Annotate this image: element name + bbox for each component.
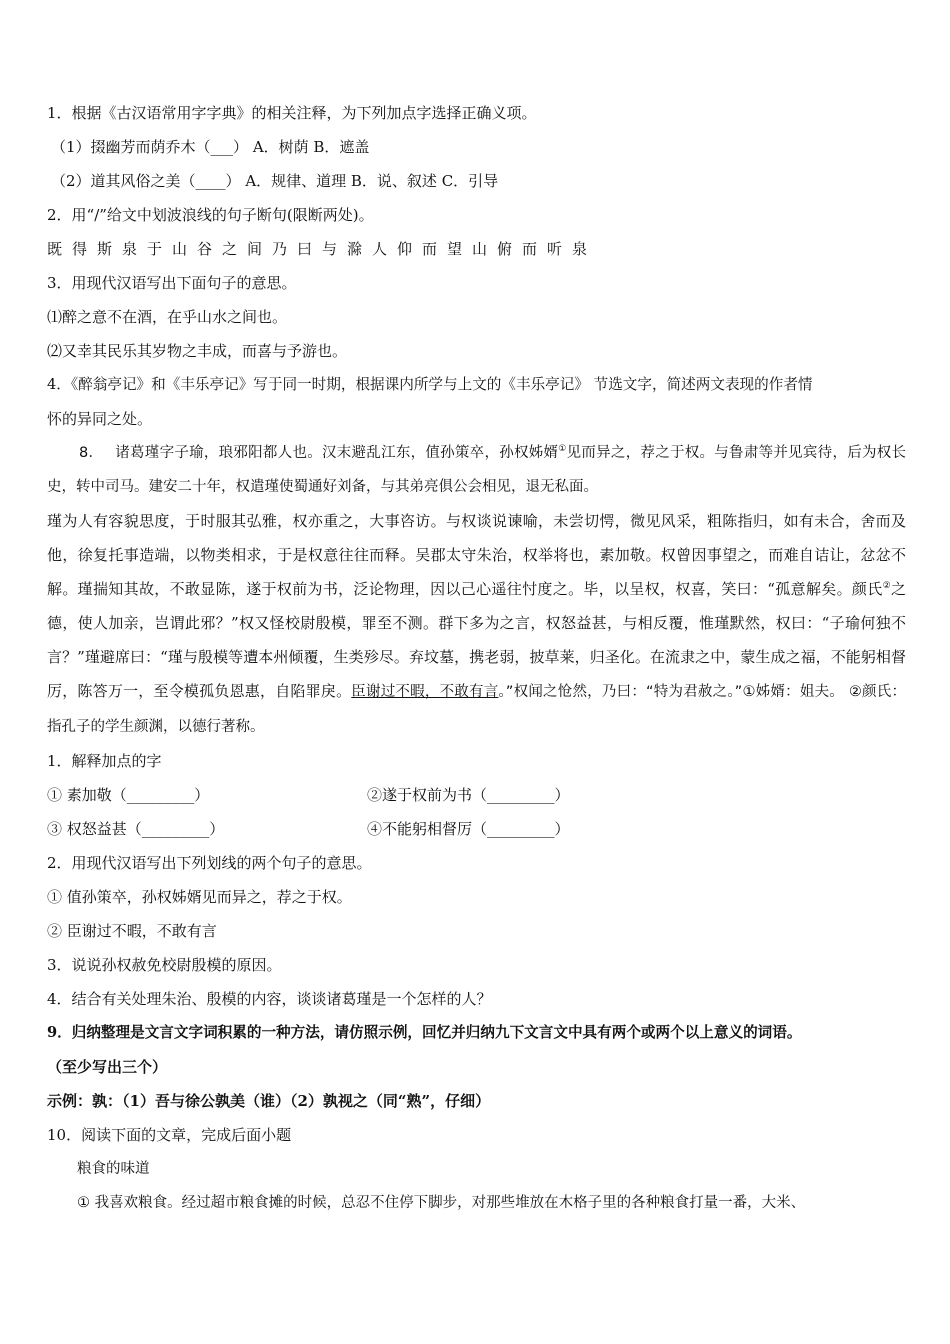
passage-8-text-c: 待，后为权长史，转中司马。建安二十年，权遣瑾使蜀通好刘备，与其弟亮俱公会相见，退无私面。 bbox=[47, 445, 907, 495]
q8-4-prompt: 4．结合有关处理朱治、殷模的内容，谈谈诸葛瑾是一个怎样的人？ bbox=[47, 990, 492, 1008]
q8-2-sentence-2: ② 臣谢过不暇，不敢有言 bbox=[47, 922, 217, 940]
q9-prompt-line2: （至少写出三个） bbox=[47, 1058, 168, 1076]
passage-8-para2-a: 瑾为人有容貌思度，于时服其弘雅，权亦重之，大事咨访。与权谈说谏喻，未尝切愕，微见风采，粗陈指归，如有未合，舍而及他，徐复托事造端，以物类相求，于是权意往往而释。吴郡太守朱治，权举将也，素加敬。权曾因事望之，而难自诘让，忿忿不解。瑾揣知其故，不敢显陈，遂于权前为书，泛论物理，因以己心遥往忖度之。毕，以呈权，权喜，笑曰：“孤意解矣。颜氏 bbox=[47, 512, 906, 598]
q8-1-row2 bbox=[47, 812, 906, 846]
passage-8-para1 bbox=[47, 436, 906, 504]
q9-prompt-line1: 9．归纳整理是文言文字词积累的一种方法，请仿照示例，回忆并归纳九下文言文中具有两个或两个以上意义的词语。 bbox=[47, 1024, 802, 1041]
q8-2-sentence-1: ① 值孙策卒，孙权姊婿见而异之，荐之于权。 bbox=[47, 888, 352, 906]
q4-prompt-line2: 怀的异同之处。 bbox=[47, 410, 153, 428]
q10-prompt: 10．阅读下面的文章，完成后面小题 bbox=[47, 1126, 292, 1144]
question-number-8: 8． bbox=[79, 445, 104, 461]
q8-1-row1 bbox=[47, 778, 906, 812]
footnote-mark-1: ① bbox=[558, 444, 567, 455]
q3-sentence-2: ⑵又幸其民乐其岁物之丰成，而喜与予游也。 bbox=[47, 342, 348, 360]
q2-sentence: 既得斯泉于山谷之间乃曰与滁人仰而望山俯而听泉 bbox=[47, 240, 598, 258]
q8-1-item-2: ②遂于权前为书（_________） bbox=[367, 786, 570, 804]
q8-2-prompt: 2．用现代汉语写出下列划线的两个句子的意思。 bbox=[47, 854, 372, 872]
q8-1-prompt: 1．解释加点的字 bbox=[47, 752, 162, 770]
passage-8-para2-b: 之德，使人加亲，岂谓此邪？”权又怪校尉殷模，罪至不测。群下多为之言，权怒益甚，与相反覆，惟瑾默然，权曰：“子瑜何独不言？”瑾避席曰：“瑾与殷模等遭本州倾覆，生类殄尽。弃坟墓，携老弱，披草莱，归圣化。在流隶之中，蒙生成之福，不能躬相督厉，陈答万一，至令模孤负恩惠，自陷罪戾。 bbox=[47, 580, 906, 700]
q4-prompt-line1: 4．《醉翁亭记》和《丰乐亭记》写于同一时期，根据课内所学与上文的《丰乐亭记》 节选文字，简述两文表现的作者情 bbox=[47, 376, 813, 393]
q8-3-prompt: 3．说说孙权赦免校尉殷模的原因。 bbox=[47, 956, 282, 974]
article-para1: ① 我喜欢粮食。经过超市粮食摊的时候，总忍不住停下脚步，对那些堆放在木格子里的各种粮食打量一番，大米、 bbox=[77, 1195, 806, 1211]
article-title: 粮食的味道 bbox=[77, 1161, 150, 1177]
q8-1-item-3: ③ 权怒益甚（_________） bbox=[47, 820, 225, 838]
passage-8-para2-c: 。”权闻之怆然，乃曰：“特为君赦之。”①姊婿：姐夫。 ②颜氏：指孔子的学生颜渊，以德行著称。 bbox=[47, 684, 906, 735]
q9-example: 示例：孰：（1）吾与徐公孰美（谁）（2）孰视之（同“熟”，仔细） bbox=[47, 1092, 491, 1110]
q1-prompt: 1．根据《古汉语常用字字典》的相关注释，为下列加点字选择正确义项。 bbox=[47, 104, 537, 122]
q3-sentence-1: ⑴醉之意不在酒，在乎山水之间也。 bbox=[47, 308, 288, 326]
q2-prompt: 2．用“/”给文中划波浪线的句子断句(限断两处)。 bbox=[47, 206, 374, 224]
q3-prompt: 3．用现代汉语写出下面句子的意思。 bbox=[47, 274, 297, 292]
passage-8-text-a: 诸葛瑾字子瑜，琅邪阳都人也。汉末避乱江东，值孙策卒，孙权姊婿 bbox=[115, 445, 559, 461]
underlined-sentence: 臣谢过不暇，不敢有言 bbox=[351, 684, 499, 700]
passage-8-para2 bbox=[47, 504, 906, 744]
passage-8-text-b: 见而异之，荐之于权。与鲁肃等并见宾 bbox=[566, 445, 818, 461]
footnote-mark-2: ② bbox=[882, 581, 891, 591]
q1-option-2: （2）道其风俗之美（____） A．规律、道理 B．说、叙述 C．引导 bbox=[51, 172, 499, 190]
q8-1-item-1: ① 素加敬（_________） bbox=[47, 786, 210, 804]
q8-1-item-4: ④不能躬相督厉（_________） bbox=[367, 820, 570, 838]
q1-option-1: （1）掇幽芳而荫乔木（___） A．树荫 B．遮盖 bbox=[51, 138, 370, 156]
